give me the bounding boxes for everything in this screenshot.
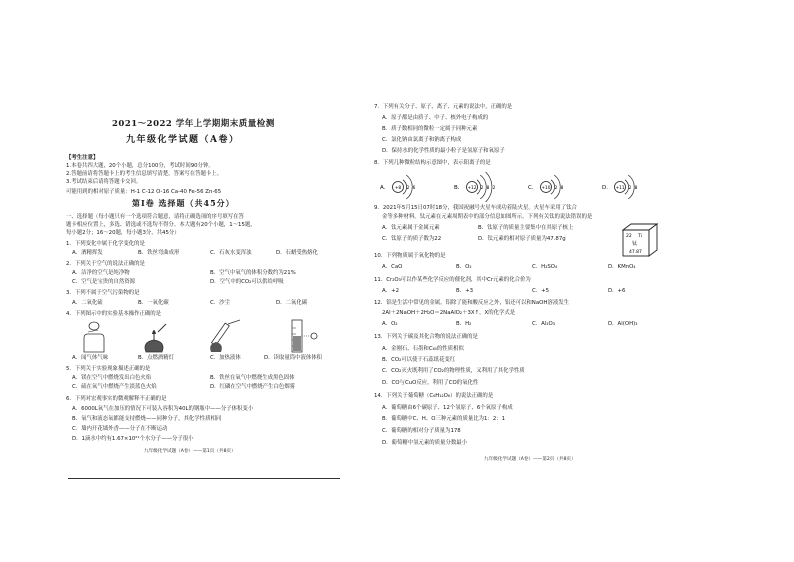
option-b: B．铁丝在氧气中燃烧生成黑色固体 [210,375,295,381]
atom-option-label: B. [454,185,460,191]
option-d: D．1滴水中约有1.67×10²¹个水分子——分子很小 [72,436,194,442]
question-stem: 14．下列关于葡萄糖（C₆H₁₂O₆）的说法正确的是 [374,393,494,399]
atom-diagram-option [528,175,564,199]
option-a: A．二氧化硫 [72,300,103,306]
question-stem: 13．下列关于碳及其化合物的说法正确的是 [374,334,478,340]
reaction-equation: 2Al＋2NaOH＋2H₂O＝2NaAlO₂＋3X↑，X的化学式是 [382,310,516,316]
option-c: C．Al₂O₃ [532,321,555,327]
option-a: A．金刚石、石墨和C₆₀的性质相似 [382,346,464,352]
option-b: B．O₂ [456,264,472,270]
page-footer: 九年级化学试题（A卷）——第1页（共8页） [144,449,236,454]
option-d: D．空气中的CO₂可以供给呼吸 [210,279,284,285]
option-d: D．读取量筒中液体体积 [264,355,323,361]
note-line: 1.本卷共四大题，20个小题，总分100分，考试时间90分钟。 [66,163,214,169]
page-bottom-rule [68,478,340,479]
element-card-name: 钛 [632,241,638,247]
option-d: D．红磷在空气中燃烧产生白色烟雾 [210,384,296,390]
option-a: A．酒精挥发 [72,250,103,256]
question-stem: 5．下列关于实验现象描述正确的是 [66,366,151,372]
option-a: A．CaO [382,264,403,270]
instruction-line: 一、选择题（每小题只有一个选项符合题意，请将正确选项的序号填写在答 [66,214,244,220]
atomic-masses: 可能用到的相对原子质量：H-1 C-12 O-16 Ca-40 Fe-56 Zn-65 [66,189,222,195]
atom-option-label: A. [380,185,386,191]
question-stem: 12．铝是生活中常见的金属，铝除了能和酸反应之外，铝还可以和NaOH溶液发生 [374,300,569,306]
nucleus-charge: +8 [394,185,402,191]
option-c: C．氯化钠由氯离子和钠离子构成 [382,137,462,143]
option-c: C．空气是宝贵的自然资源 [72,279,136,285]
instruction-line: 每小题2分；16～20题，每小题3分，共45分） [66,230,180,236]
option-a: A．镁在空气中燃烧发出白色火焰 [72,375,152,381]
option-c: C．+5 [532,288,550,294]
option-b: B．CO₂可以使干石蕊纸花变红 [382,357,456,363]
graduated-cylinder-illustration [292,320,317,352]
option-d: D．保持水的化学性质的最小粒子是氢原子和氧原子 [382,148,505,154]
option-c: C．硫在氧气中燃烧产生淡蓝色火焰 [72,384,157,390]
atom-diagram-option [380,175,416,199]
option-c: C．钛原子的质子数为22 [382,236,442,242]
atom-diagram-option [454,172,496,202]
page-footer: 九年级化学试题（A卷）——第2页（共8页） [484,457,576,462]
electron-count: 8 [486,185,490,191]
option-c: C．H₂SO₄ [532,264,558,270]
option-a: A．6000L氧气在加压的情况下可装入容积为40L的钢瓶中——分子体积变小 [72,406,254,412]
option-d: D．二氧化碳 [276,300,308,306]
left-page [60,0,350,562]
option-a: A．O₂ [382,321,398,327]
option-b: B．葡萄糖中C、H、O三种元素的质量比为1：2：1 [382,416,506,422]
atomic-structure-diagrams [374,172,674,202]
electron-count: 8 [634,185,638,191]
electron-count: 8 [560,185,564,191]
option-a: A．葡萄糖由6个碳原子、12个氢原子、6个氧原子构成 [382,405,513,411]
option-b: B．H₂ [456,321,472,327]
option-c: C．葡萄糖的相对分子质量为178 [382,428,461,434]
note-line: 2.答题前请将答题卡上的考生信息填写清楚，答案写在答题卡上。 [66,171,223,177]
option-a: A．洁净的空气是纯净物 [72,270,130,276]
option-d: D．+6 [608,288,626,294]
notes-heading: 【考生注意】 [66,155,99,161]
nucleus-charge: +10 [541,185,551,191]
nucleus-charge: +12 [467,185,477,191]
question-stem: 11．Cr₂O₃可以作某些化学反应的催化剂，其中Cr元素的化合价为 [374,277,531,283]
atom-option-label: C. [528,185,534,191]
option-a: A．闻气体气味 [72,355,109,361]
element-card-mass: 47.87 [629,250,642,255]
question-stem: 3．下列不属于空气污染物的是 [66,290,140,296]
option-c: C．加热液体 [210,355,241,361]
option-c: C．墙内开花墙外香——分子在不断运动 [72,426,168,432]
electron-count: 2 [628,185,632,191]
option-c: C．石灰水变浑浊 [210,250,252,256]
electron-count: 2 [492,185,496,191]
option-b: B．钛原子的质量主要集中在其原子核上 [478,225,574,231]
option-b: B．氧气和液态氧都能支持燃烧——同种分子，其化学性质相同 [72,416,222,422]
question-stem: 6．下列对宏观事实的微观解释不正确的是 [66,396,167,402]
section-heading: 第Ⅰ卷 选择题（共45分） [132,198,235,208]
option-b: B．点燃酒精灯 [138,355,175,361]
question-stem-continued: 金等多种材料。钛元素在元素周期表中的部分信息如图所示，下列有关钛的说法错误的是 [382,214,593,220]
exam-subtitle: 九年级化学试题（A卷） [126,135,240,145]
option-a: A．+2 [382,288,400,294]
option-c: C．沙尘 [210,300,230,306]
option-d: D．葡萄糖中氢元素的质量分数最小 [382,440,468,446]
option-b: B．质子数相同的微粒一定属于同种元素 [382,126,478,132]
nucleus-charge: +11 [615,185,625,191]
option-a: A．钛元素属于金属元素 [382,225,440,231]
note-line: 3.考试结束后请将答题卡交回。 [66,179,142,185]
option-c: C．CO₂灭火既利用了CO₂的物理性质，又利用了其化学性质 [382,368,525,374]
option-b: B．一氧化碳 [138,300,169,306]
element-card-symbol: Ti [638,234,642,239]
question-stem: 9．2021年5月15日07时18分，我国祝融号火星车成功着陆火星。火星车采用了钛合 [374,205,577,211]
option-a: A．原子都是由质子、中子、核外电子构成的 [382,115,489,121]
right-page [368,0,728,562]
option-b: B．+3 [456,288,474,294]
smell-gas-illustration [84,322,104,352]
question-stem: 1．下列变化中属于化学变化的是 [66,241,145,247]
alcohol-lamp-illustration [145,324,166,352]
question-stem: 2．下列关于空气的说法正确的是 [66,261,145,267]
atom-diagram-option [602,175,638,199]
electron-count: 2 [480,185,484,191]
element-card-number: 22 [626,234,632,239]
option-d: D．KMnO₄ [608,264,636,270]
question-stem: 7．下列有关分子、原子、离子、元素的说法中，正确的是 [374,104,513,110]
atom-option-label: D. [602,185,608,191]
instruction-line: 题卡相应位置上，多选、错选或不选均不得分。本大题有20个小题，1～15题， [66,222,256,228]
option-d: D．石蜡受热熔化 [276,250,318,256]
heating-liquid-illustration [210,320,240,352]
exam-title: 2021～2022 学年上学期期末质量检测 [112,119,275,129]
element-card [621,222,659,258]
question-stem: 4．下列图示中的实验基本操作正确的是 [66,311,162,317]
option-d: D．钛元素的相对原子质量为47.87g [478,236,566,242]
lab-operation-illustrations [66,318,346,354]
option-d: D．Al(OH)₃ [608,321,638,327]
question-stem: 10．下列物质属于氧化物的是 [374,253,446,259]
option-b: B．铁丝弯曲成形 [138,250,180,256]
option-d: D．CO与CuO反应，利用了CO的氧化性 [382,380,479,386]
electron-count: 6 [412,185,416,191]
electron-count: 2 [406,185,410,191]
question-stem: 8．下列几种微粒结构示意图中，表示阳离子的是 [374,160,491,166]
option-b: B．空气中氧气的体积分数约为21% [210,270,296,276]
electron-count: 2 [554,185,558,191]
